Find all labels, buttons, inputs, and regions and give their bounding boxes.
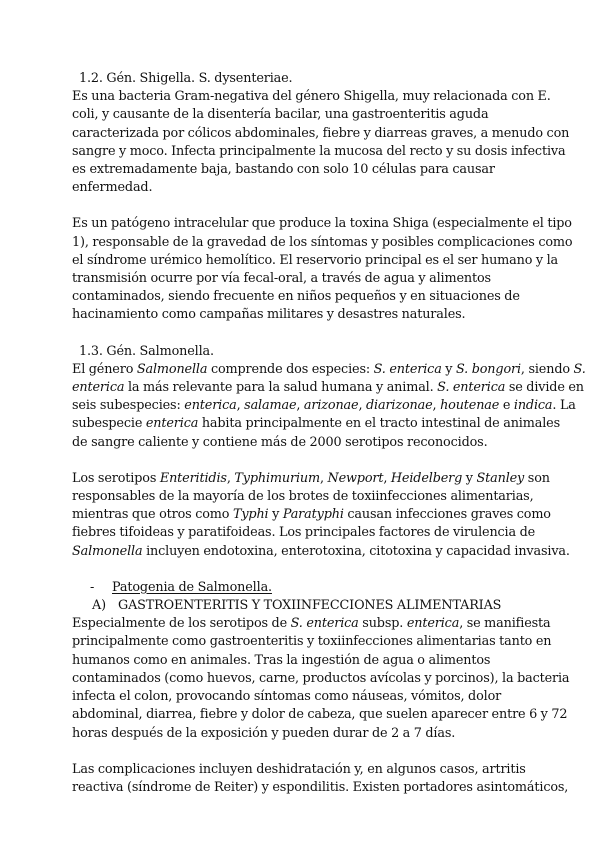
text-line: Es una bacteria Gram-negativa del género Shigella, muy relacionada con E. xyxy=(72,89,551,105)
bullet-patogenia xyxy=(72,579,542,597)
subsection-title: GASTROENTERITIS Y TOXIINFECCIONES ALIMENTARIAS xyxy=(118,598,502,614)
text-line: 1), responsable de la gravedad de los síntomas y posibles complicaciones como xyxy=(72,234,573,250)
text-line: mientras que otros como Typhi y Paratyphi causan infecciones graves como xyxy=(72,507,551,523)
paragraph-complicaciones xyxy=(72,761,569,797)
text-line: abdominal, diarrea, fiebre y dolor de cabeza, que suelen aparecer entre 6 y 72 xyxy=(72,707,568,723)
text-line: enterica la más relevante para la salud humana y animal. S. enterica se divide en xyxy=(72,380,584,396)
text-line: fiebres tifoideas y paratifoideas. Los principales factores de virulencia de xyxy=(72,525,536,541)
text-line: humanos como en animales. Tras la ingestión de agua o alimentos xyxy=(72,652,491,668)
document-page xyxy=(72,70,586,797)
text-line: principalmente como gastroenteritis y toxiinfecciones alimentarias tanto en xyxy=(72,634,552,650)
dash-marker: - xyxy=(90,579,95,595)
paragraph-shigella-2 xyxy=(72,215,573,324)
subsection-heading-a xyxy=(72,597,542,615)
text-line: Los serotipos Enteritidis, Typhimurium, Newport, Heidelberg y Stanley son xyxy=(72,470,550,486)
text-line: Salmonella incluyen endotoxina, enterotoxina, citotoxina y capacidad invasiva. xyxy=(72,543,570,559)
paragraph-salmonella-2 xyxy=(72,470,570,561)
text-line: responsables de la mayoría de los brotes de toxiinfecciones alimentarias, xyxy=(72,489,534,505)
text-line: El género Salmonella comprende dos especies: S. enterica y S. bongori, siendo S. xyxy=(72,361,586,377)
text-line: de sangre caliente y contiene más de 2000 serotipos reconocidos. xyxy=(72,434,488,450)
text-line: subespecie enterica habita principalmente en el tracto intestinal de animales xyxy=(72,416,560,432)
text-line: coli, y causante de la disentería bacilar, una gastroenteritis aguda xyxy=(72,107,489,123)
text-line: seis subespecies: enterica, salamae, arizonae, diarizonae, houtenae e indica. La xyxy=(72,398,576,414)
section-heading-shigella: 1.2. Gén. Shigella. S. dysenteriae. xyxy=(79,71,293,86)
text-line: el síndrome urémico hemolítico. El reservorio principal es el ser humano y la xyxy=(72,252,559,268)
text-line: es extremadamente baja, bastando con solo 10 células para causar xyxy=(72,162,495,178)
paragraph-gastroenteritis xyxy=(72,615,570,742)
text-line: reactiva (síndrome de Reiter) y espondilitis. Existen portadores asintomáticos, xyxy=(72,779,569,795)
text-line: Las complicaciones incluyen deshidratación y, en algunos casos, artritis xyxy=(72,761,526,777)
paragraph-salmonella-1 xyxy=(72,361,586,452)
text-line: contaminados, siendo frecuente en niños pequeños y en situaciones de xyxy=(72,289,520,305)
text-line: Es un patógeno intracelular que produce la toxina Shiga (especialmente el tipo xyxy=(72,216,572,232)
text-line: contaminados (como huevos, carne, productos avícolas y porcinos), la bacteria xyxy=(72,670,570,686)
text-line: Especialmente de los serotipos de S. enterica subsp. enterica, se manifiesta xyxy=(72,616,551,632)
text-line: enfermedad. xyxy=(72,180,153,196)
text-line: horas después de la exposición y pueden durar de 2 a 7 días. xyxy=(72,725,456,741)
text-line: sangre y moco. Infecta principalmente la mucosa del recto y su dosis infectiva xyxy=(72,143,566,159)
list-label-a: A) xyxy=(92,598,106,614)
text-line: caracterizada por cólicos abdominales, fiebre y diarreas graves, a menudo con xyxy=(72,125,570,141)
text-line: infecta el colon, provocando síntomas como náuseas, vómitos, dolor xyxy=(72,689,502,705)
paragraph-shigella-1 xyxy=(72,88,570,197)
text-line: transmisión ocurre por vía fecal-oral, a través de agua y alimentos xyxy=(72,271,491,287)
section-heading-salmonella: 1.3. Gén. Salmonella. xyxy=(79,343,214,359)
bullet-label: Patogenia de Salmonella. xyxy=(112,579,272,595)
text-line: hacinamiento como campañas militares y desastres naturales. xyxy=(72,307,466,323)
